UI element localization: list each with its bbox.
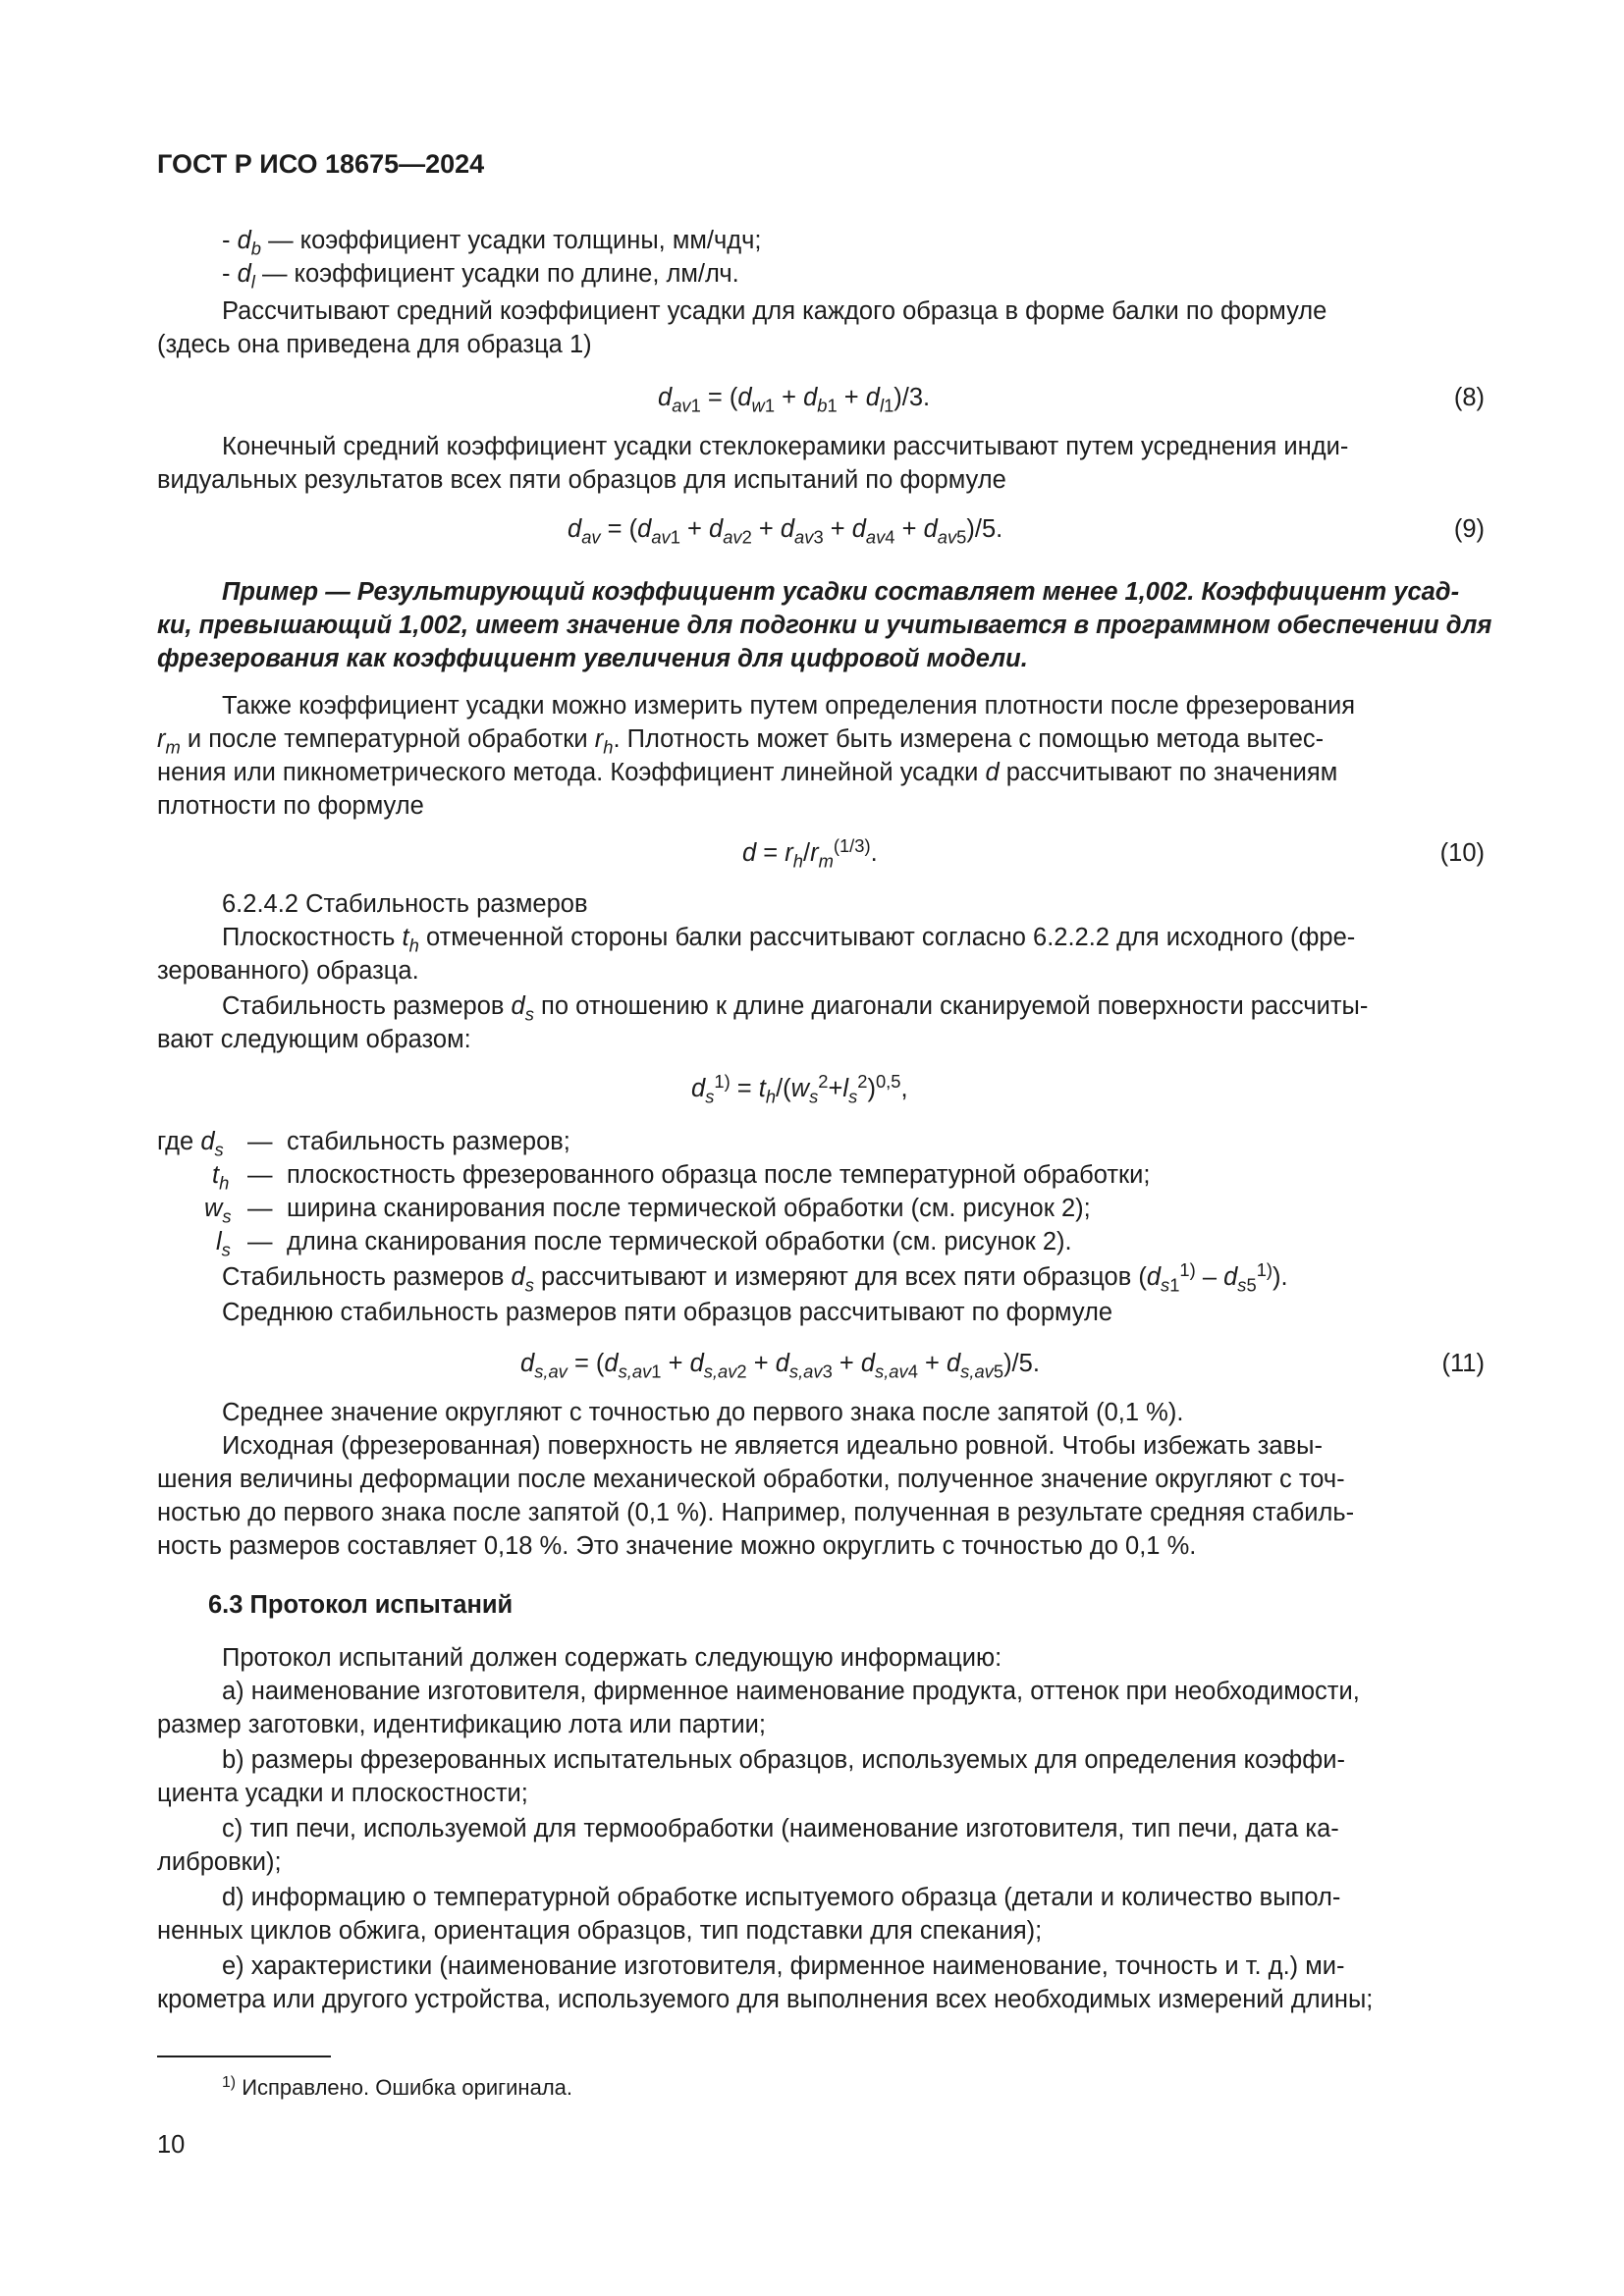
definition-dl: - $d_l$ — коэффициент усадки по длине, лм/лч. — [222, 260, 739, 293]
paragraph-line: (здесь она приведена для образца 1) — [157, 331, 592, 358]
where-lead: где $d_s$ — [157, 1128, 224, 1160]
example-line: ки, превышающий 1,002, имеет значение для подгонки и учитывается в программном обеспечении для — [157, 612, 1492, 639]
definition-db: - $d_b$ — коэффициент усадки толщины, мм/чдч; — [222, 227, 762, 259]
paragraph-line: Рассчитывают средний коэффициент усадки для каждого образца в форме балки по формуле — [222, 297, 1327, 325]
paragraph-line: зерованного) образца. — [157, 957, 419, 985]
formula-9: $d_{av} = (d_{av1} + d_{av2} + d_{av3} + d_{av4} + d_{av5})/5$. — [568, 515, 1003, 548]
list-item: d) информацию о температурной обработке испытуемого образца (детали и количество выпол- — [222, 1884, 1341, 1911]
where-symbol-ws: $w_s$ — [204, 1195, 232, 1227]
where-dash: — — [247, 1128, 273, 1155]
list-item: размер заготовки, идентификацию лота или партии; — [157, 1711, 766, 1738]
where-dash: — — [247, 1228, 273, 1255]
equation-number-11: (11) — [1441, 1350, 1485, 1377]
section-title: 6.3 Протокол испытаний — [208, 1591, 514, 1619]
paragraph-line: ность размеров составляет 0,18 %. Это значение можно округлить с точностью до 0,1 %. — [157, 1532, 1197, 1560]
document-header: ГОСТ Р ИСО 18675—2024 — [157, 149, 485, 179]
paragraph-line: нения или пикнометрического метода. Коэффициент линейной усадки d рассчитывают по значениям — [157, 759, 1338, 786]
formula-11: $d_{s,av} = (d_{s,av1} + d_{s,av2} + d_{s,av3} + d_{s,av4} + d_{s,av5})/5$. — [520, 1350, 1040, 1382]
where-ls: длина сканирования после термической обработки (см. рисунок 2). — [287, 1228, 1072, 1255]
subsection-title: 6.2.4.2 Стабильность размеров — [222, 890, 588, 918]
paragraph-line: плотности по формуле — [157, 792, 424, 820]
paragraph-line: Среднее значение округляют с точностью до первого знака после запятой (0,1 %). — [222, 1399, 1184, 1426]
paragraph-line: Исходная (фрезерованная) поверхность не является идеально ровной. Чтобы избежать завы- — [222, 1432, 1323, 1460]
footnote: $^{1)}$ Исправлено. Ошибка оригинала. — [222, 2074, 573, 2100]
list-item: ненных циклов обжига, ориентация образцов, тип подставки для спекания); — [157, 1917, 1043, 1945]
formula-10: $d = r_h/r_m^{(1/3)}$. — [742, 834, 878, 872]
list-item: c) тип печи, используемой для термообработки (наименование изготовителя, тип печи, дата ка- — [222, 1815, 1339, 1842]
where-symbol-ls: $l_s$ — [216, 1228, 231, 1260]
list-item: b) размеры фрезерованных испытательных образцов, используемых для определения коэффи- — [222, 1746, 1346, 1774]
equation-number-10: (10) — [1439, 839, 1485, 867]
paragraph-line: Конечный средний коэффициент усадки стеклокерамики рассчитывают путем усреднения инди- — [222, 433, 1349, 460]
paragraph-line: видуальных результатов всех пяти образцов для испытаний по формуле — [157, 466, 1006, 494]
list-item: либровки); — [157, 1848, 282, 1876]
where-th: плоскостность фрезерованного образца после температурной обработки; — [287, 1161, 1151, 1189]
paragraph-line: Плоскостность $t_h$ отмеченной стороны балки рассчитывают согласно 6.2.2.2 для исходного (фре- — [222, 924, 1356, 956]
formula-ds: $d_s^{1)} = t_h/(w_s^2+l_s^2)^{0,5}$, — [691, 1070, 908, 1107]
paragraph-line: ностью до первого знака после запятой (0,1 %). Например, полученная в результате средняя стабиль- — [157, 1499, 1355, 1526]
equation-number-8: (8) — [1453, 384, 1485, 411]
paragraph-line: Протокол испытаний должен содержать следующую информацию: — [222, 1644, 1002, 1672]
list-item: a) наименование изготовителя, фирменное наименование продукта, оттенок при необходимости, — [222, 1678, 1360, 1705]
where-dash: — — [247, 1161, 273, 1189]
paragraph-line: шения величины деформации после механической обработки, полученное значение округляют с точ- — [157, 1466, 1345, 1493]
footnote-separator — [157, 2056, 331, 2057]
example-line: Пример — Результирующий коэффициент усадки составляет менее 1,002. Коэффициент усад- — [222, 578, 1460, 606]
list-item: циента усадки и плоскостности; — [157, 1780, 528, 1807]
equation-number-9: (9) — [1453, 515, 1485, 543]
where-dash: — — [247, 1195, 273, 1222]
paragraph-line: $r_m$ и после температурной обработки $r_h$. Плотность может быть измерена с помощью метода вытес- — [157, 725, 1325, 758]
paragraph-line: Стабильность размеров $d_s$ рассчитывают и измеряют для всех пяти образцов $(d_{s1}^{1)} - d_{s5}^{1)})$. — [222, 1258, 1288, 1296]
paragraph-line: Также коэффициент усадки можно измерить путем определения плотности после фрезерования — [222, 692, 1356, 720]
list-item: крометра или другого устройства, используемого для выполнения всех необходимых измерений длины; — [157, 1986, 1374, 2013]
paragraph-line: Стабильность размеров $d_s$ по отношению к длине диагонали сканируемой поверхности рассчиты- — [222, 992, 1369, 1025]
where-symbol-th: $t_h$ — [212, 1161, 230, 1194]
where-ds: стабильность размеров; — [287, 1128, 570, 1155]
where-ws: ширина сканирования после термической обработки (см. рисунок 2); — [287, 1195, 1091, 1222]
example-line: фрезерования как коэффициент увеличения для цифровой модели. — [157, 645, 1028, 672]
list-item: e) характеристики (наименование изготовителя, фирменное наименование, точность и т. д.) ми- — [222, 1952, 1345, 1980]
formula-8: $d_{av1} = (d_{w1} + d_{b1} + d_{l1})/3$. — [658, 384, 931, 416]
page-number: 10 — [157, 2131, 186, 2159]
paragraph-line: вают следующим образом: — [157, 1026, 471, 1053]
paragraph-line: Среднюю стабильность размеров пяти образцов рассчитывают по формуле — [222, 1299, 1113, 1326]
